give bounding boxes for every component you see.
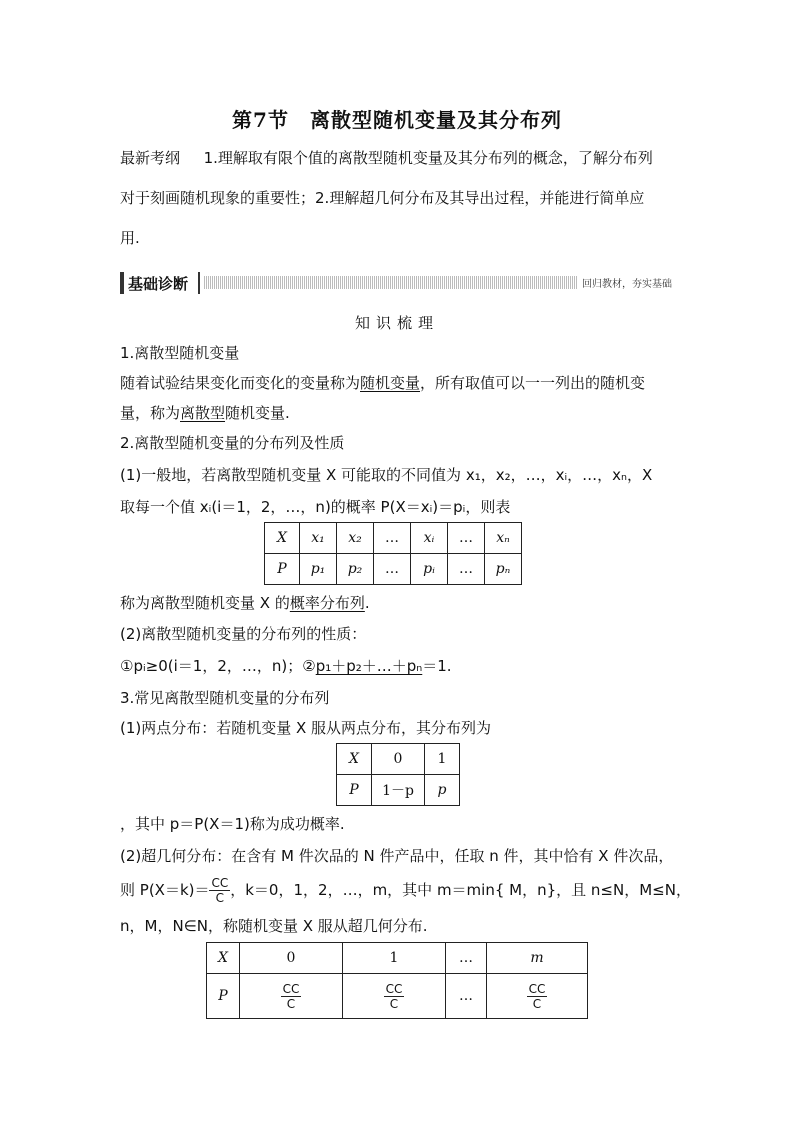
table-cell: X [265,523,300,554]
table-cell: … [448,554,485,585]
table-cell: P [207,974,240,1019]
s1-term-discrete: 离散型 [180,404,226,422]
banner-label: 基础诊断 [128,275,189,293]
fraction-denominator: C [532,996,542,1011]
table-cell: P [337,775,372,806]
table-cell: … [448,523,485,554]
table-cell: p₁ [300,554,337,585]
table-row [337,744,460,775]
distribution-table [264,522,522,585]
table-cell: xₙ [485,523,522,554]
fraction-denominator: C [389,996,399,1011]
hypergeometric-table [206,942,588,1019]
s1-text-c: ，所有取值可以一一列出的随机变 [420,374,646,392]
table-cell [240,974,343,1019]
s2-p1-line-2: 取每一个值 xᵢ(i＝1，2，…，n)的概率 P(X＝xᵢ)＝pᵢ，则表 [120,498,511,516]
table-cell: 0 [372,744,425,775]
table-cell: 0 [240,943,343,974]
s1-text-d: 量，称为 [120,404,181,422]
table-cell [487,974,588,1019]
section-heading: 知识梳理 [354,314,439,332]
s1-text-a: 随着试验结果变化而变化的变量称为 [120,374,361,392]
table-cell: m [487,943,588,974]
outline-line-3: 用. [120,229,140,247]
s3-p2-line-3: n，M，N∈N，称随机变量 X 服从超几何分布. [120,917,428,935]
s3-p2-text-b: ，k＝0，1，2，…，m，其中 m＝min{ M，n}，且 n≤N，M≤N， [230,881,691,899]
table-row [207,943,588,974]
s3-p2-line-1: (2)超几何分布：在含有 M 件次品的 N 件产品中，任取 n 件，其中恰有 X 件次品， [120,847,674,865]
fraction-numerator: CC [211,876,229,890]
s1-heading: 1.离散型随机变量 [120,344,240,362]
table-cell: 1 [343,943,446,974]
fraction-denominator: C [286,996,296,1011]
table-cell: … [446,974,487,1019]
section-banner [120,272,680,294]
s1-text-e: 随机变量. [225,404,290,422]
table-cell: … [446,943,487,974]
table-cell: … [374,554,411,585]
table-cell: X [207,943,240,974]
banner-divider [198,272,200,294]
outline-line-2: 对于刻画随机现象的重要性；2.理解超几何分布及其导出过程，并能进行简单应 [120,189,645,207]
table-fraction [527,982,548,1011]
table-cell: X [337,744,372,775]
banner-bar [120,272,124,294]
outline-line-1 [120,148,680,168]
table-cell: p [425,775,460,806]
table-fraction [384,982,405,1011]
s3-p2-line-2 [120,874,691,906]
table-cell: p₂ [337,554,374,585]
s2-prop-a: ①pᵢ≥0(i＝1，2，…，n)；② [120,657,316,675]
s3-heading: 3.常见离散型随机变量的分布列 [120,689,330,707]
s2-after-c: . [364,594,370,612]
table-cell: xᵢ [411,523,448,554]
table-cell: x₂ [337,523,374,554]
table-cell: pₙ [485,554,522,585]
hypergeometric-fraction [209,876,230,905]
table-cell: … [374,523,411,554]
s3-after-table: ，其中 p＝P(X＝1)称为成功概率. [120,815,345,833]
table-row [337,775,460,806]
s2-heading: 2.离散型随机变量的分布列及性质 [120,434,345,452]
fraction-denominator: C [215,891,225,905]
s2-after-table [120,593,680,613]
s2-properties [120,656,680,676]
table-row [265,523,522,554]
s3-p1: (1)两点分布：若随机变量 X 服从两点分布，其分布列为 [120,719,492,737]
s2-after-a: 称为离散型随机变量 X 的 [120,594,290,612]
table-cell: 1 [425,744,460,775]
s1-term-random-variable: 随机变量 [360,374,421,392]
table-fraction [281,982,302,1011]
banner-right-text: 回归教材，夯实基础 [578,275,676,290]
s3-p2-text-a: 则 P(X＝k)＝ [120,881,210,899]
s2-term-distribution: 概率分布列 [289,594,365,612]
table-cell [343,974,446,1019]
table-cell: pᵢ [411,554,448,585]
s2-p1-line-1: (1)一般地，若离散型随机变量 X 可能取的不同值为 x₁，x₂，…，xᵢ，…，xₙ，X [120,466,653,484]
s2-prop-sum: p₁＋p₂＋…＋pₙ [315,657,423,675]
table-row [207,974,588,1019]
page-title: 第7节 离散型随机变量及其分布列 [232,108,562,132]
fraction-numerator: CC [282,981,300,996]
table-cell: P [265,554,300,585]
fraction-numerator: CC [385,981,403,996]
s2-prop-c: ＝1. [422,657,452,675]
s1-line-2 [120,403,680,423]
s1-line-1 [120,373,680,393]
outline-label: 最新考纲 [120,149,181,167]
two-point-table [336,743,460,806]
table-cell: 1－p [372,775,425,806]
table-cell: x₁ [300,523,337,554]
fraction-numerator: CC [528,981,546,996]
outline-text-1: 1.理解取有限个值的离散型随机变量及其分布列的概念，了解分布列 [203,149,653,167]
table-row [265,554,522,585]
s2-p2: (2)离散型随机变量的分布列的性质： [120,625,367,643]
